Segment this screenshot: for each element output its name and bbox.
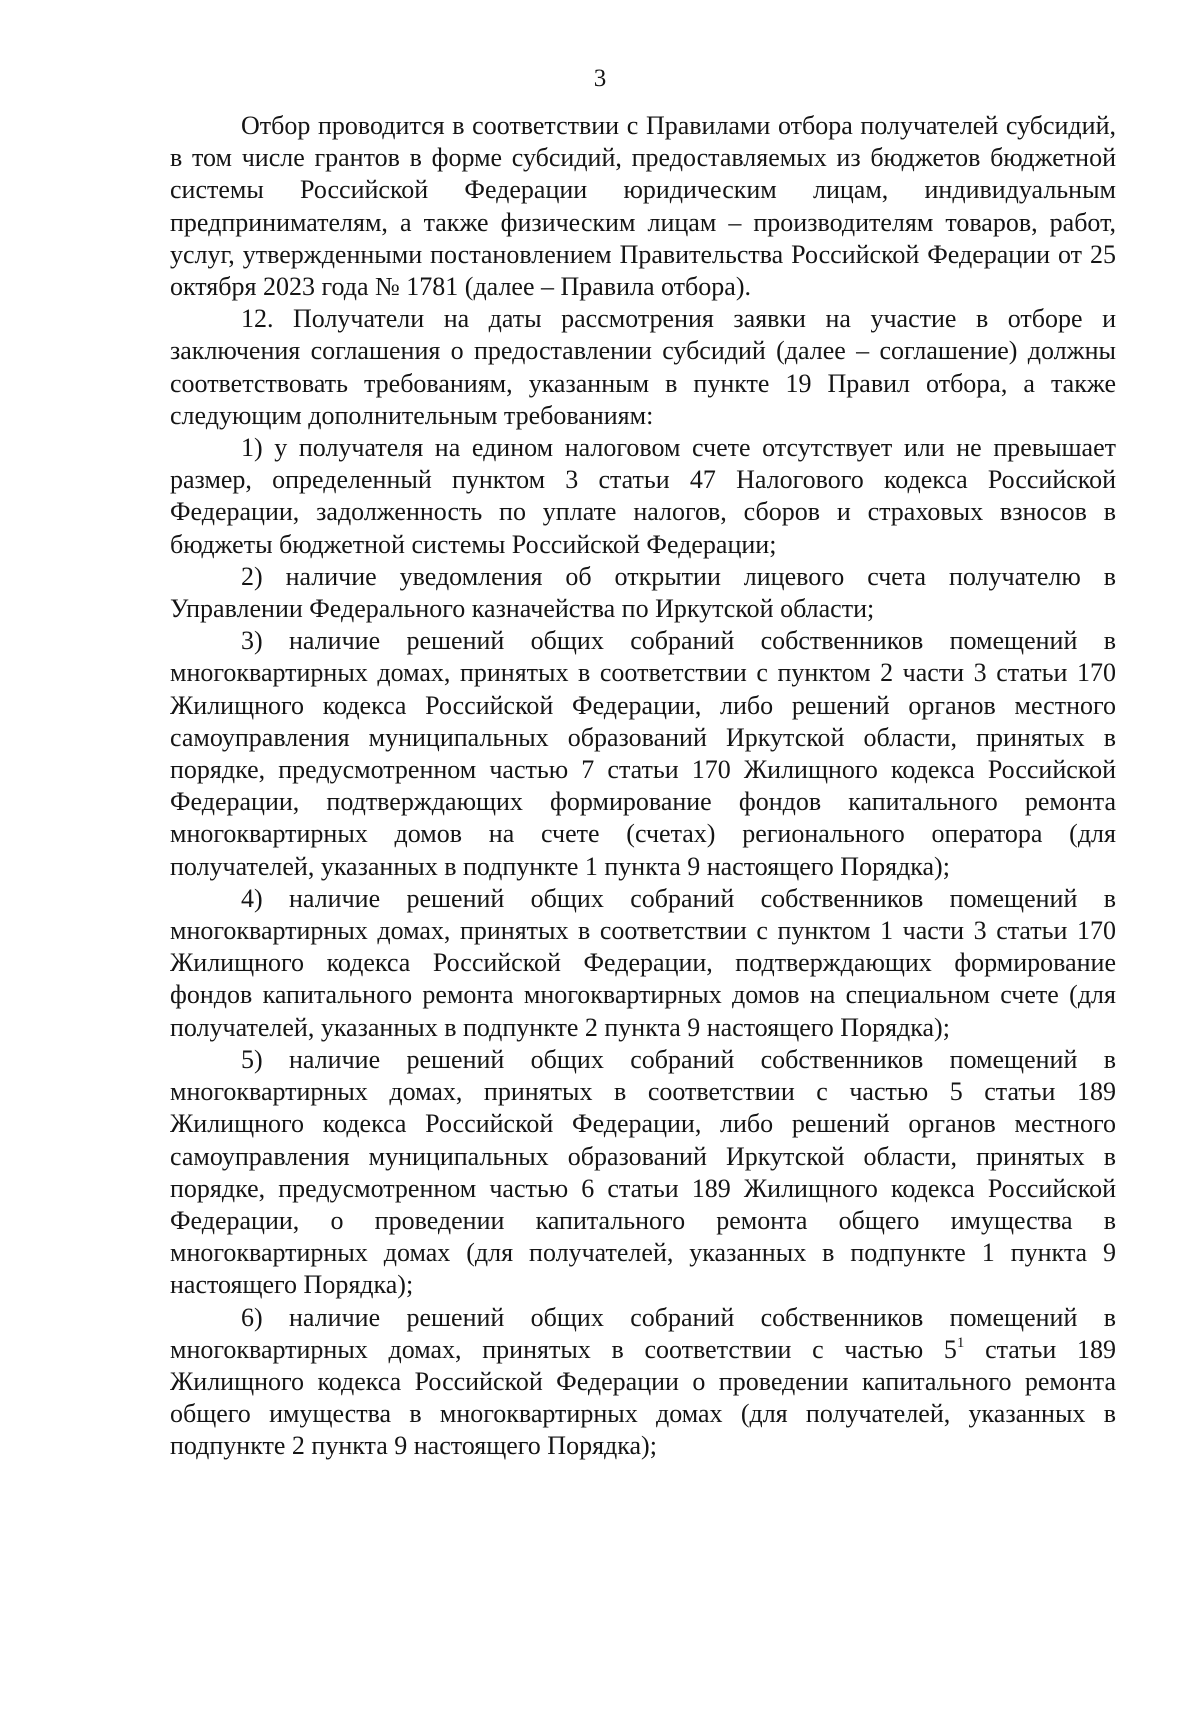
requirement-1-tax-debt: 1) у получателя на едином налоговом счете отсутствует или не превышает размер, определенный пунктом 3 статьи 47 Налогового кодекса Российской Федерации, задолженность по уплате налогов, сборов и страховых взносов в бюджеты бюджетной системы Российской Федерации; [170, 433, 1116, 559]
paragraph-selection-rules: Отбор проводится в соответствии с Правилами отбора получателей субсидий, в том числе грантов в форме субсидий, предоставляемых из бюджетов бюджетной системы Российской Федерации юридическим лицам, индивидуальным предпринимателям, а также физическим лицам – производителям товаров, работ, услуг, утвержденными постановлением Правительства Российской Федерации от 25 октября 2023 года № 1781 (далее – Правила отбора). [170, 111, 1116, 302]
requirement-5-capital-repair: 5) наличие решений общих собраний собственников помещений в многоквартирных домах, принятых в соответствии с частью 5 статьи 189 Жилищного кодекса Российской Федерации, либо решений органов местного самоуправления муниципальных образований Иркутской области, принятых в порядке, предусмотренном частью 6 статьи 189 Жилищного кодекса Российской Федерации, о проведении капитального ремонта общего имущества в многоквартирных домах (для получателей, указанных в подпункте 1 пункта 9 настоящего Порядка); [170, 1044, 1116, 1300]
requirement-2-treasury-account: 2) наличие уведомления об открытии лицевого счета получателю в Управлении Федерального казначейства по Иркутской области; [170, 561, 1116, 624]
requirement-4-special-account: 4) наличие решений общих собраний собственников помещений в многоквартирных домах, принятых в соответствии с пунктом 1 части 3 статьи 170 Жилищного кодекса Российской Федерации, подтверждающих формирование фондов капитального ремонта многоквартирных домов на специальном счете (для получателей, указанных в подпункте 2 пункта 9 настоящего Порядка); [170, 883, 1116, 1042]
document-body [170, 110, 1116, 1463]
paragraph-12-requirements: 12. Получатели на даты рассмотрения заявки на участие в отборе и заключения соглашения о предоставлении субсидий (далее – соглашение) должны соответствовать требованиям, указанным в пункте 19 Правил отбора, а также следующим дополнительным требованиям: [170, 304, 1116, 430]
requirement-6-capital-repair [170, 1302, 1116, 1463]
requirement-6-text-end: статьи 189 Жилищного кодекса Российской Федерации о проведении капитального ремонта общего имущества в многоквартирных домах (для получателей, указанных в подпункте 2 пункта 9 настоящего Порядка); [170, 1334, 1116, 1461]
requirement-6-text-start: 6) наличие решений общих собраний собственников помещений в многоквартирных домах, принятых в соответствии с частью 5 [170, 1302, 1116, 1364]
superscript-1: 1 [956, 1334, 965, 1351]
requirement-3-regional-operator: 3) наличие решений общих собраний собственников помещений в многоквартирных домах, принятых в соответствии с пунктом 2 части 3 статьи 170 Жилищного кодекса Российской Федерации, либо решений органов местного самоуправления муниципальных образований Иркутской области, принятых в порядке, предусмотренном частью 7 статьи 170 Жилищного кодекса Российской Федерации, подтверждающих формирование фондов капитального ремонта многоквартирных домов на счете (счетах) регионального оператора (для получателей, указанных в подпункте 1 пункта 9 настоящего Порядка); [170, 626, 1116, 881]
page-number: 3 [593, 65, 607, 92]
